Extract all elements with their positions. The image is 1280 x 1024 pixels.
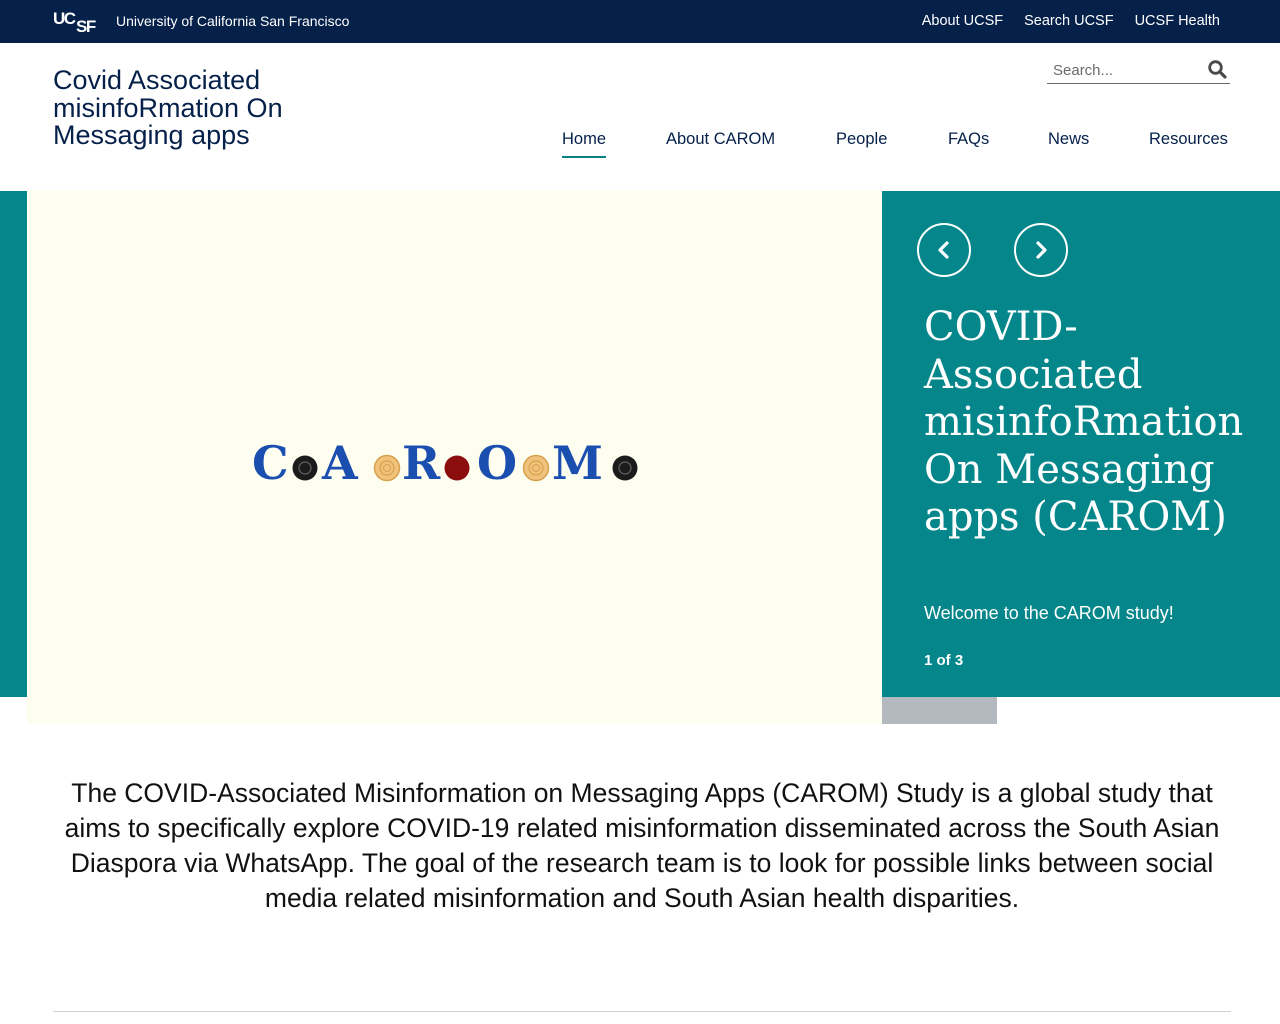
- nav-resources[interactable]: Resources: [1149, 130, 1228, 148]
- logo-letter-c: C: [252, 437, 289, 487]
- ucsf-logo[interactable]: [53, 8, 103, 34]
- chevron-left-icon: [937, 240, 951, 260]
- carousel-progress-indicator: [882, 697, 997, 724]
- university-name[interactable]: University of California San Francisco: [116, 13, 350, 29]
- logo-letter-a: A: [322, 437, 358, 487]
- search-input[interactable]: [1047, 58, 1197, 82]
- carousel-next-button[interactable]: [1014, 223, 1068, 277]
- tan-coin-icon: [375, 456, 400, 481]
- nav-people[interactable]: People: [836, 130, 888, 148]
- utility-links: [922, 13, 1220, 29]
- red-coin-icon: [445, 456, 470, 481]
- nav-news[interactable]: News: [1048, 130, 1090, 148]
- carousel-prev-button[interactable]: [917, 223, 971, 277]
- hero-panel: [882, 191, 1280, 697]
- search-icon[interactable]: [1206, 58, 1228, 80]
- main-nav: [0, 130, 1280, 160]
- nav-about-carom[interactable]: About CAROM: [666, 130, 776, 148]
- slide-subtitle: Welcome to the CAROM study!: [924, 603, 1174, 623]
- black-coin-icon: [293, 456, 318, 481]
- tan-coin-icon: [524, 456, 549, 481]
- about-ucsf-link[interactable]: About UCSF: [921, 13, 1004, 29]
- ucsf-logo-uc: UC: [53, 9, 75, 28]
- chevron-right-icon: [1034, 240, 1048, 260]
- logo-letter-m: M: [552, 437, 603, 487]
- nav-faqs[interactable]: FAQs: [948, 130, 990, 148]
- hero-image: [27, 191, 882, 724]
- ucsf-logo-sf: SF: [76, 17, 95, 34]
- slide-counter: 1 of 3: [924, 652, 964, 669]
- nav-home[interactable]: Home: [562, 130, 606, 158]
- search-ucsf-link[interactable]: Search UCSF: [1024, 13, 1114, 29]
- ucsf-health-link[interactable]: UCSF Health: [1134, 13, 1220, 29]
- site-title[interactable]: Covid Associated misinfoRmation On Messaging apps: [53, 65, 283, 150]
- search-box: [1047, 56, 1230, 84]
- intro-text: The COVID-Associated Misinformation on Messaging Apps (CAROM) Study is a global study that aims to specifically explore COVID-19 related misinformation disseminated across the South Asian Diaspora via WhatsApp. The goal of the research team is to look for possible links between social media related misinformation and South Asian health disparities.: [64, 778, 1220, 913]
- utility-bar: [0, 0, 1280, 43]
- logo-letter-r: R: [402, 437, 441, 487]
- logo-letter-o: O: [477, 437, 518, 487]
- black-coin-icon: [613, 456, 638, 481]
- carom-logo: [252, 437, 672, 487]
- slide-title: COVID-Associated misinfoRmation On Messaging apps (CAROM): [924, 304, 1244, 540]
- divider: [53, 1011, 1231, 1012]
